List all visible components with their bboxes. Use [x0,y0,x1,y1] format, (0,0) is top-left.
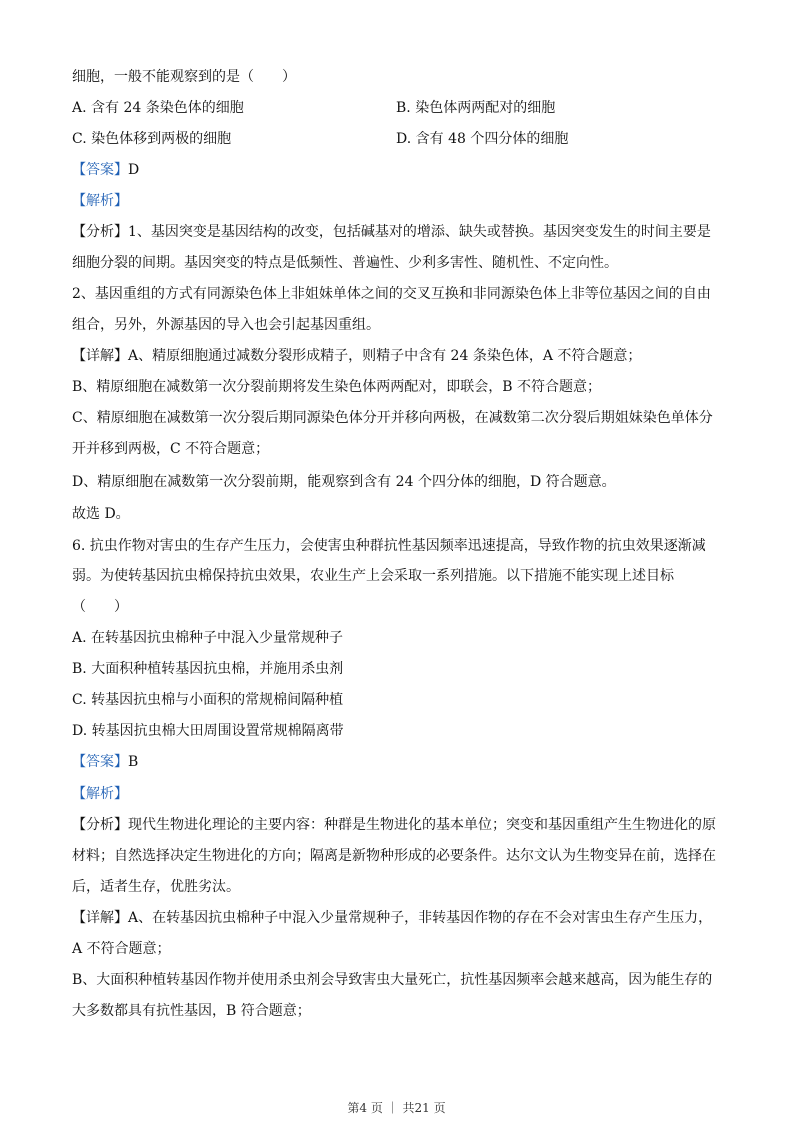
q5-answer-line [72,160,139,180]
q5-analysis-line-4: 组合，另外，外源基因的导入也会引起基因重组。 [72,317,380,333]
q6-detail-line-1 [72,908,712,928]
q5-detail-line-4: 开并移到两极，C 不符合题意； [72,441,270,457]
answer-tag: 【答案】 [72,162,128,178]
jiexi-tag: 【解析】 [72,193,128,209]
q6-detail-text-1: A、在转基因抗虫棉种子中混入少量常规种子，非转基因作物的存在不会对害虫生存产生压力， [128,910,713,926]
q5-jiexi-line [72,191,128,211]
detail-tag: 【详解】 [72,348,128,364]
q5-analysis-line-1 [72,222,711,242]
jiexi-tag: 【解析】 [72,786,128,802]
q5-stem-tail: 细胞，一般不能观察到的是（ ） [72,69,296,85]
q6-option-d: D. 转基因抗虫棉大田周围设置常规棉隔离带 [72,723,344,739]
q6-analysis-line-2: 材料；自然选择决定生物进化的方向；隔离是新物种形成的必要条件。达尔文认为生物变异在前，选择在 [72,848,716,864]
q6-stem-line-3: （ ） [72,599,128,615]
q6-detail-line-3: B、大面积种植转基因作物并使用杀虫剂会导致害虫大量死亡，抗性基因频率会越来越高，因为能生存的 [72,972,713,988]
q5-conclusion: 故选 D。 [72,506,130,522]
q5-detail-line-2: B、精原细胞在减数第一次分裂前期将发生染色体两两配对，即联会，B 不符合题意； [72,379,602,395]
q6-jiexi-line [72,784,128,804]
q5-detail-text-1: A、精原细胞通过减数分裂形成精子，则精子中含有 24 条染色体，A 不符合题意； [128,348,642,364]
q5-option-b: B. 染色体两两配对的细胞 [396,100,556,116]
q6-stem-line-1: 6. 抗虫作物对害虫的生存产生压力，会使害虫种群抗性基因频率迅速提高，导致作物的抗虫效果逐渐减 [72,538,706,554]
q5-analysis-line-3: 2、基因重组的方式有同源染色体上非姐妹单体之间的交叉互换和非同源染色体上非等位基因之间的自由 [72,286,711,302]
q6-detail-line-2: A 不符合题意； [72,941,171,957]
detail-tag: 【详解】 [72,910,128,926]
q5-analysis-line-2: 细胞分裂的间期。基因突变的特点是低频性、普遍性、少利多害性、随机性、不定向性。 [72,255,618,271]
q6-answer: B [128,754,139,770]
q5-answer: D [128,162,140,178]
q5-detail-line-1 [72,346,641,366]
q6-analysis-text-1: 现代生物进化理论的主要内容：种群是生物进化的基本单位；突变和基因重组产生生物进化的原 [128,817,716,833]
answer-tag: 【答案】 [72,754,128,770]
q5-analysis-text-1: 1、基因突变是基因结构的改变，包括碱基对的增添、缺失或替换。基因突变发生的时间主要是 [128,224,711,240]
q6-option-b: B. 大面积种植转基因抗虫棉，并施用杀虫剂 [72,661,344,677]
q5-option-a: A. 含有 24 条染色体的细胞 [72,100,244,116]
analysis-tag: 【分析】 [72,817,128,833]
q6-stem-line-2: 弱。为使转基因抗虫棉保持抗虫效果，农业生产上会采取一系列措施。以下措施不能实现上述目标 [72,568,674,584]
q6-option-c: C. 转基因抗虫棉与小面积的常规棉间隔种植 [72,692,344,708]
q5-detail-line-5: D、精原细胞在减数第一次分裂前期，能观察到含有 24 个四分体的细胞，D 符合题意。 [72,474,616,490]
q5-detail-line-3: C、精原细胞在减数第一次分裂后期同源染色体分开并移向两极，在减数第二次分裂后期姐妹染色单体分 [72,410,713,426]
q6-option-a: A. 在转基因抗虫棉种子中混入少量常规种子 [72,630,344,646]
q6-detail-line-4: 大多数都具有抗性基因，B 符合题意； [72,1003,311,1019]
analysis-tag: 【分析】 [72,224,128,240]
q6-answer-line [72,752,138,772]
page-footer: 第4 页 ｜ 共21 页 [347,1101,446,1115]
q6-analysis-line-1 [72,815,716,835]
q6-analysis-line-3: 后，适者生存，优胜劣汰。 [72,879,240,895]
q5-option-d: D. 含有 48 个四分体的细胞 [396,131,569,147]
q5-option-c: C. 染色体移到两极的细胞 [72,131,232,147]
